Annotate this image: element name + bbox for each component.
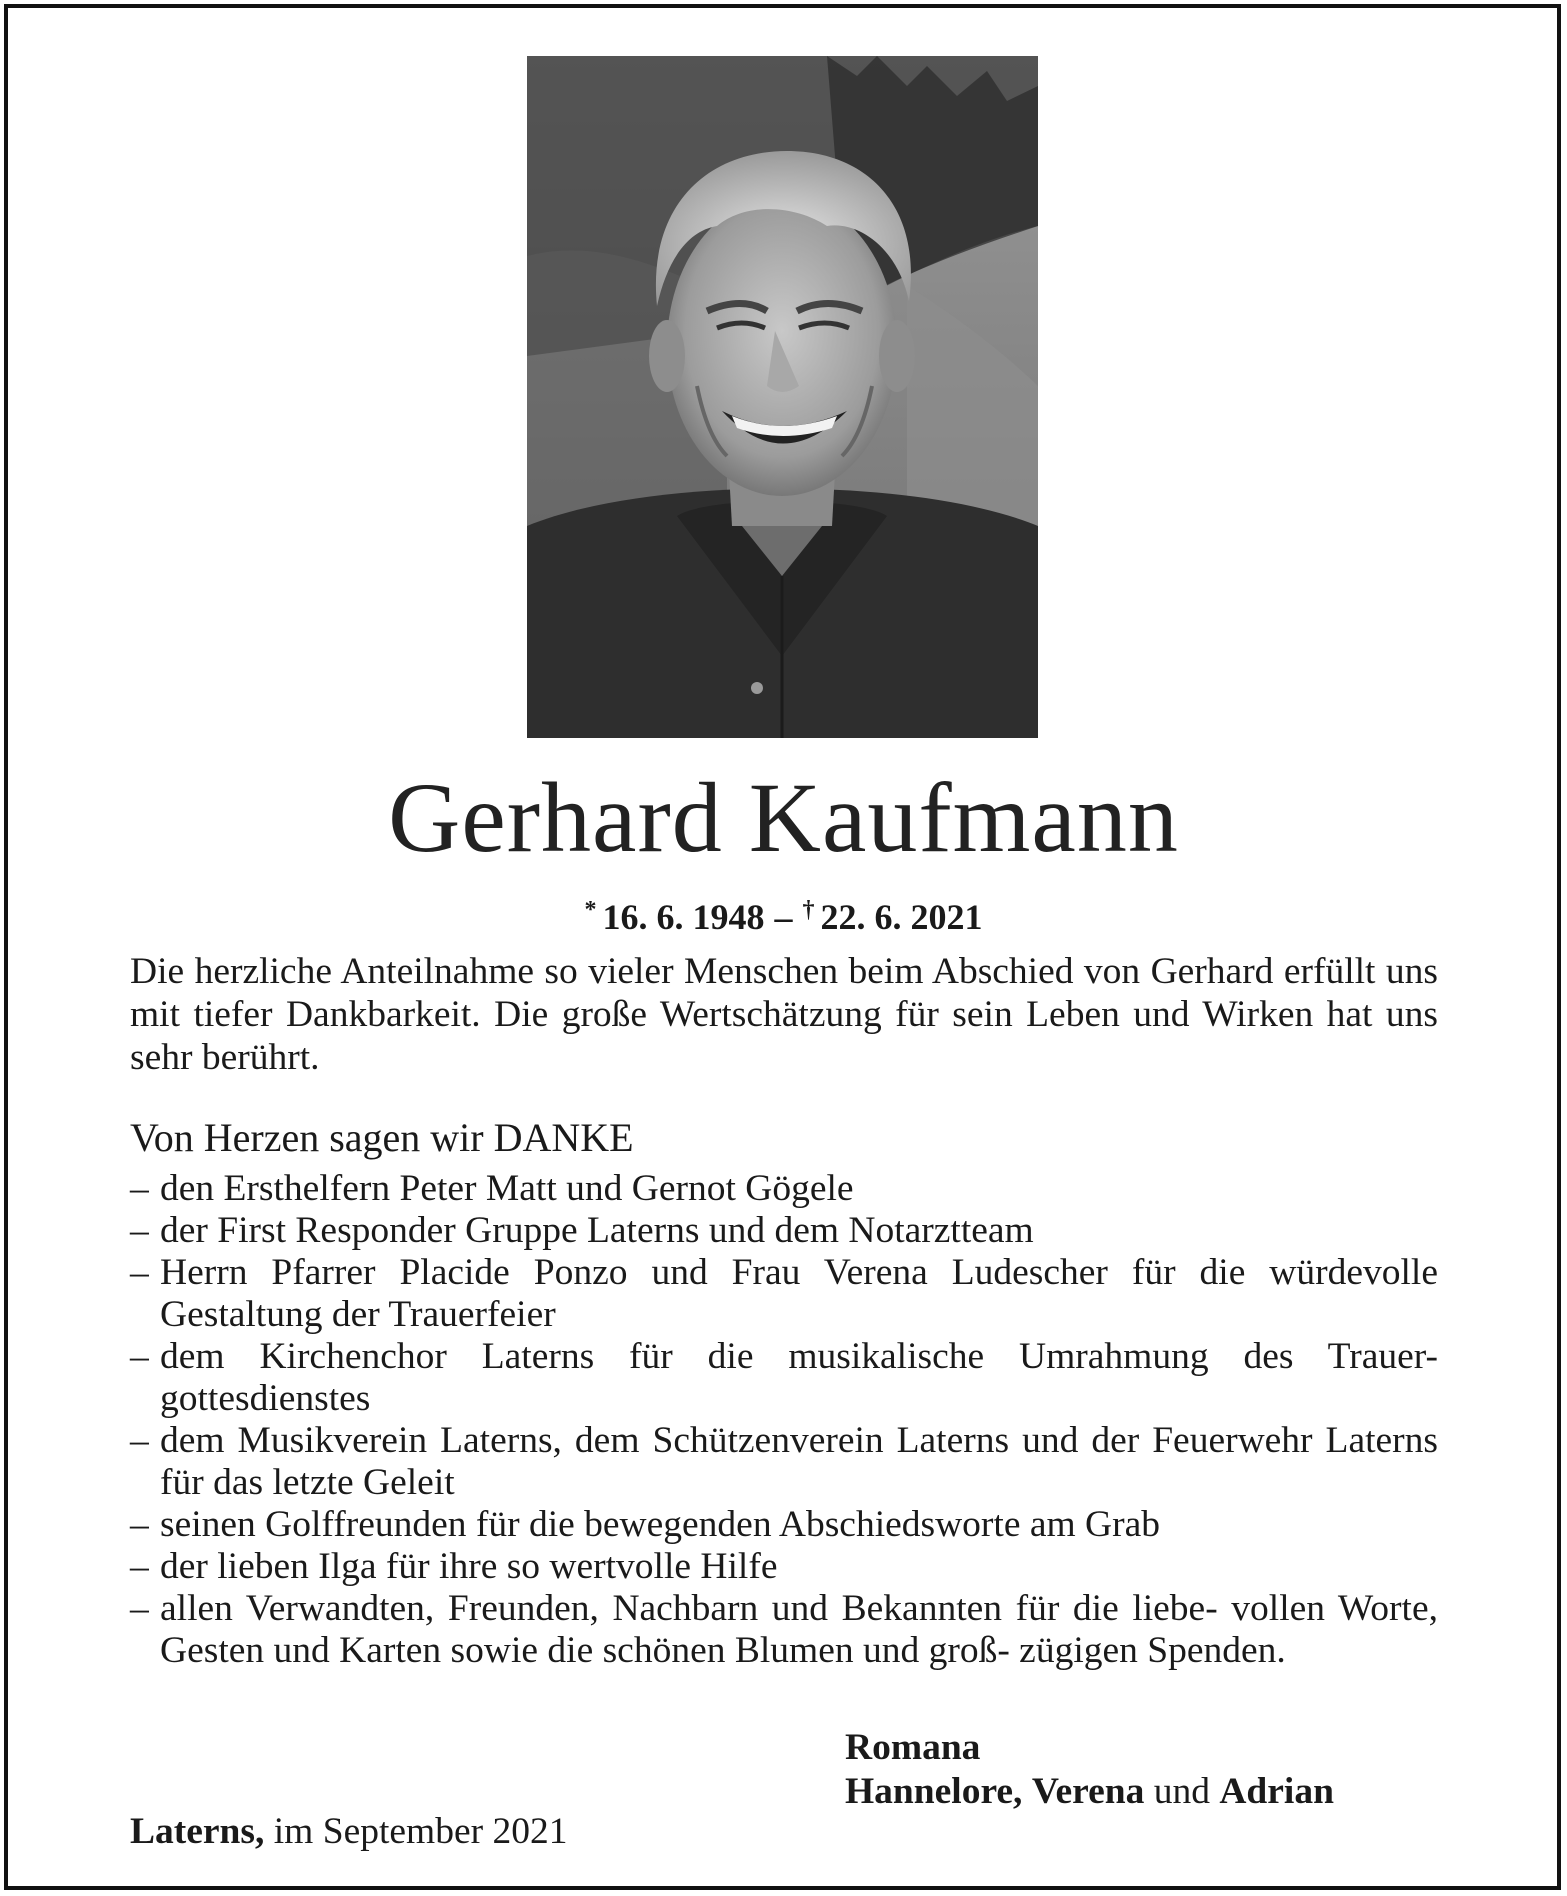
list-dash: – (130, 1420, 149, 1461)
list-item (130, 1252, 1438, 1336)
list-dash: – (130, 1588, 149, 1629)
signer-line-2 (845, 1770, 1334, 1814)
list-item (130, 1420, 1438, 1504)
signer-name: Romana (845, 1727, 981, 1768)
birth-date: 16. 6. 1948 (602, 897, 765, 937)
list-item-text: seinen Golffreunden für die bewegenden Abschiedsworte am Grab (160, 1504, 1161, 1545)
list-dash: – (130, 1168, 149, 1209)
list-item (130, 1168, 1438, 1210)
list-dash: – (130, 1336, 149, 1377)
signer-name: Adrian (1219, 1771, 1334, 1812)
thanks-heading: Von Herzen sagen wir DANKE (130, 1115, 634, 1160)
deceased-name: Gerhard Kaufmann (388, 762, 1179, 873)
list-item-text: den Ersthelfern Peter Matt und Gernot Gögele (160, 1168, 854, 1209)
list-item (130, 1336, 1438, 1420)
birth-symbol: * (584, 897, 597, 923)
death-date: 22. 6. 2021 (820, 897, 983, 937)
list-item (130, 1504, 1438, 1546)
portrait-photo (527, 56, 1038, 738)
signer-name: Hannelore, (845, 1771, 1023, 1812)
place-date (130, 1810, 567, 1854)
list-dash: – (130, 1252, 149, 1293)
list-item-text: der First Responder Gruppe Laterns und dem Notarztteam (160, 1210, 1034, 1251)
life-dates (0, 886, 1567, 941)
list-item (130, 1546, 1438, 1588)
signers (845, 1726, 1334, 1814)
thanks-list (130, 1168, 1438, 1672)
signer-conjunction: und (1153, 1771, 1210, 1812)
date-separator: – (774, 897, 793, 937)
list-item-text: Herrn Pfarrer Placide Ponzo und Frau Verena Ludescher für die würdevolle Gestaltung der Trauerfeier (160, 1252, 1438, 1335)
list-item-text: dem Musikverein Laterns, dem Schützenverein Laterns und der Feuerwehr Laterns für das letzte Geleit (160, 1420, 1438, 1503)
signer-name: Verena (1031, 1771, 1145, 1812)
list-dash: – (130, 1546, 149, 1587)
intro-paragraph: Die herzliche Anteilnahme so vieler Menschen beim Abschied von Gerhard erfüllt uns mit tiefer Dankbarkeit. Die große Wertschätzung für sein Leben und Wirken hat uns sehr berührt. (130, 951, 1438, 1078)
list-item (130, 1588, 1438, 1672)
list-item-text: allen Verwandten, Freunden, Nachbarn und Bekannten für die liebe- vollen Worte, Gesten und Karten sowie die schönen Blumen und groß- zügigen Spenden. (160, 1588, 1438, 1671)
place-town: Laterns, (130, 1811, 265, 1852)
list-item (130, 1210, 1438, 1252)
death-symbol: † (802, 897, 815, 923)
place-month: im September 2021 (273, 1811, 568, 1852)
signer-line-1 (845, 1726, 1334, 1770)
list-item-text: der lieben Ilga für ihre so wertvolle Hilfe (160, 1546, 778, 1587)
list-dash: – (130, 1504, 149, 1545)
portrait-illustration (527, 56, 1038, 738)
list-item-text: dem Kirchenchor Laterns für die musikalische Umrahmung des Trauer- gottesdienstes (160, 1336, 1438, 1419)
list-dash: – (130, 1210, 149, 1251)
